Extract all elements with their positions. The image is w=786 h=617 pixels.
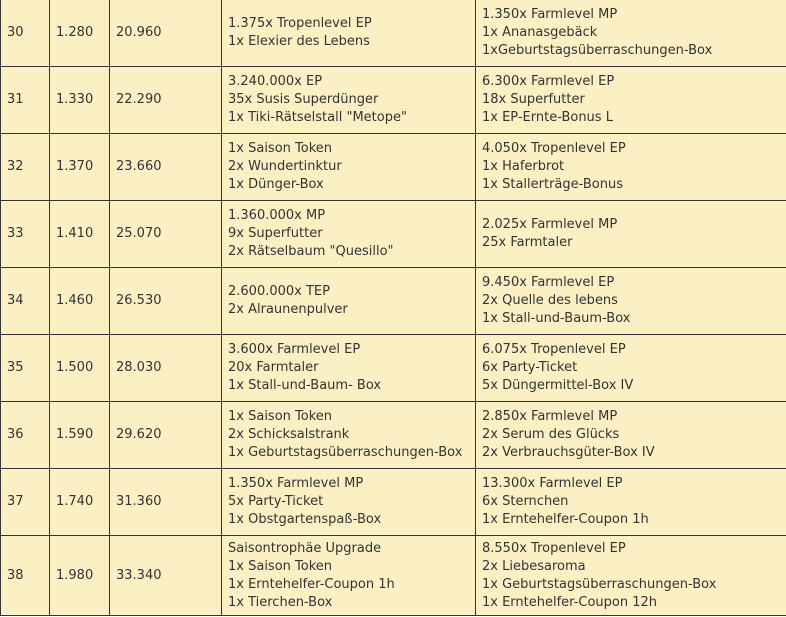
reward-line: 2x Quelle des lebens bbox=[482, 293, 618, 308]
reward-line: 2x Schicksalstrank bbox=[228, 427, 350, 442]
reward-line: 2x Liebesaroma bbox=[482, 558, 586, 574]
reward-line: 2.850x Farmlevel MP bbox=[482, 409, 618, 424]
reward-line: 4.050x Tropenlevel EP bbox=[482, 141, 626, 156]
reward-line: 1x Stallerträge-Bonus bbox=[482, 177, 623, 192]
reward-line: 1.350x Farmlevel MP bbox=[228, 476, 364, 491]
value-cell-a: 1.370 bbox=[50, 134, 110, 201]
level-cell: 34 bbox=[1, 268, 50, 335]
reward-line: 1x Haferbrot bbox=[482, 159, 565, 174]
reward-line: 1x Dünger-Box bbox=[228, 177, 324, 192]
reward-line: 1x Saison Token bbox=[228, 409, 333, 424]
level-cell: 31 bbox=[1, 67, 50, 134]
reward-line: 1x Stall-und-Baum- Box bbox=[228, 378, 382, 393]
table-row bbox=[1, 335, 786, 402]
reward-line: 2.025x Farmlevel MP bbox=[482, 217, 618, 232]
reward-line: 1x Erntehelfer-Coupon 12h bbox=[482, 594, 658, 610]
reward-line: 1x Tierchen-Box bbox=[228, 594, 333, 610]
reward-line: 1x Elexier des Lebens bbox=[228, 34, 370, 49]
table-row bbox=[1, 0, 786, 67]
reward-line: 8.550x Tropenlevel EP bbox=[482, 540, 626, 556]
reward-line: 1x Erntehelfer-Coupon 1h bbox=[228, 576, 395, 592]
reward-line: 1x EP-Ernte-Bonus L bbox=[482, 110, 613, 125]
table-row bbox=[1, 402, 786, 469]
rewards-cell-a bbox=[222, 536, 476, 616]
reward-line: Saisontrophäe Upgrade bbox=[228, 540, 382, 556]
value-cell-a: 1.590 bbox=[50, 402, 110, 469]
rewards-cell-b bbox=[476, 536, 786, 616]
reward-line: 2.600.000x TEP bbox=[228, 284, 330, 299]
reward-line: 2x Rätselbaum "Quesillo" bbox=[228, 244, 394, 259]
reward-line: 9x Superfutter bbox=[228, 226, 323, 241]
reward-line: 1x Erntehelfer-Coupon 1h bbox=[482, 512, 649, 527]
reward-line: 1.375x Tropenlevel EP bbox=[228, 16, 372, 31]
value-cell-b: 20.960 bbox=[110, 0, 222, 67]
reward-line: 1x Obstgartenspaß-Box bbox=[228, 512, 382, 527]
reward-line: 20x Farmtaler bbox=[228, 360, 319, 375]
reward-line: 25x Farmtaler bbox=[482, 235, 573, 250]
value-cell-b: 25.070 bbox=[110, 201, 222, 268]
rewards-cell-a bbox=[222, 469, 476, 536]
reward-line: 1x Geburtstagsüberraschungen-Box bbox=[228, 445, 463, 460]
reward-line: 13.300x Farmlevel EP bbox=[482, 476, 623, 491]
rewards-cell-a bbox=[222, 402, 476, 469]
rewards-cell-a bbox=[222, 0, 476, 67]
rewards-cell-a bbox=[222, 268, 476, 335]
reward-line: 18x Superfutter bbox=[482, 92, 585, 107]
reward-line: 9.450x Farmlevel EP bbox=[482, 275, 615, 290]
rewards-cell-b bbox=[476, 268, 786, 335]
level-cell: 32 bbox=[1, 134, 50, 201]
reward-line: 2x Serum des Glücks bbox=[482, 427, 620, 442]
level-cell: 38 bbox=[1, 536, 50, 616]
rewards-cell-b bbox=[476, 402, 786, 469]
table-row bbox=[1, 201, 786, 268]
table-row bbox=[1, 67, 786, 134]
reward-line: 2x Wundertinktur bbox=[228, 159, 342, 174]
reward-line: 1x Saison Token bbox=[228, 141, 333, 156]
reward-line: 1x Saison Token bbox=[228, 558, 333, 574]
reward-line: 1x Geburtstagsüberraschungen-Box bbox=[482, 576, 717, 592]
rewards-cell-b bbox=[476, 469, 786, 536]
reward-line: 35x Susis Superdünger bbox=[228, 92, 379, 107]
reward-line: 2x Alraunenpulver bbox=[228, 302, 348, 317]
reward-line: 5x Party-Ticket bbox=[228, 494, 324, 509]
rewards-cell-a bbox=[222, 134, 476, 201]
reward-line: 2x Verbrauchsgüter-Box IV bbox=[482, 445, 655, 460]
rewards-cell-a bbox=[222, 67, 476, 134]
rewards-cell-b bbox=[476, 67, 786, 134]
value-cell-b: 33.340 bbox=[110, 536, 222, 616]
rewards-cell-b bbox=[476, 335, 786, 402]
reward-line: 6x Sternchen bbox=[482, 494, 569, 509]
rewards-cell-a bbox=[222, 201, 476, 268]
table-row bbox=[1, 536, 786, 616]
level-cell: 36 bbox=[1, 402, 50, 469]
reward-line: 1xGeburtstagsüberraschungen-Box bbox=[482, 43, 713, 58]
value-cell-a: 1.280 bbox=[50, 0, 110, 67]
table-row bbox=[1, 134, 786, 201]
level-cell: 33 bbox=[1, 201, 50, 268]
value-cell-a: 1.980 bbox=[50, 536, 110, 616]
level-cell: 35 bbox=[1, 335, 50, 402]
reward-line: 1x Stall-und-Baum-Box bbox=[482, 311, 631, 326]
reward-line: 1.360.000x MP bbox=[228, 208, 326, 223]
value-cell-b: 28.030 bbox=[110, 335, 222, 402]
value-cell-a: 1.460 bbox=[50, 268, 110, 335]
value-cell-a: 1.740 bbox=[50, 469, 110, 536]
reward-line: 3.240.000x EP bbox=[228, 74, 323, 89]
rewards-cell-b bbox=[476, 201, 786, 268]
value-cell-b: 26.530 bbox=[110, 268, 222, 335]
value-cell-a: 1.330 bbox=[50, 67, 110, 134]
rewards-cell-a bbox=[222, 335, 476, 402]
reward-line: 1.350x Farmlevel MP bbox=[482, 7, 618, 22]
reward-line: 6.300x Farmlevel EP bbox=[482, 74, 615, 89]
rewards-cell-b bbox=[476, 0, 786, 67]
value-cell-a: 1.500 bbox=[50, 335, 110, 402]
reward-line: 6.075x Tropenlevel EP bbox=[482, 342, 626, 357]
level-cell: 30 bbox=[1, 0, 50, 67]
table-row bbox=[1, 268, 786, 335]
reward-line: 5x Düngermittel-Box IV bbox=[482, 378, 634, 393]
rewards-cell-b bbox=[476, 134, 786, 201]
level-cell: 37 bbox=[1, 469, 50, 536]
value-cell-a: 1.410 bbox=[50, 201, 110, 268]
reward-line: 1x Tiki-Rätselstall "Metope" bbox=[228, 110, 407, 125]
reward-line: 6x Party-Ticket bbox=[482, 360, 578, 375]
value-cell-b: 23.660 bbox=[110, 134, 222, 201]
value-cell-b: 29.620 bbox=[110, 402, 222, 469]
value-cell-b: 22.290 bbox=[110, 67, 222, 134]
rewards-table-body bbox=[1, 0, 786, 616]
table-row bbox=[1, 469, 786, 536]
reward-line: 1x Ananasgebäck bbox=[482, 25, 598, 40]
reward-line: 3.600x Farmlevel EP bbox=[228, 342, 361, 357]
value-cell-b: 31.360 bbox=[110, 469, 222, 536]
